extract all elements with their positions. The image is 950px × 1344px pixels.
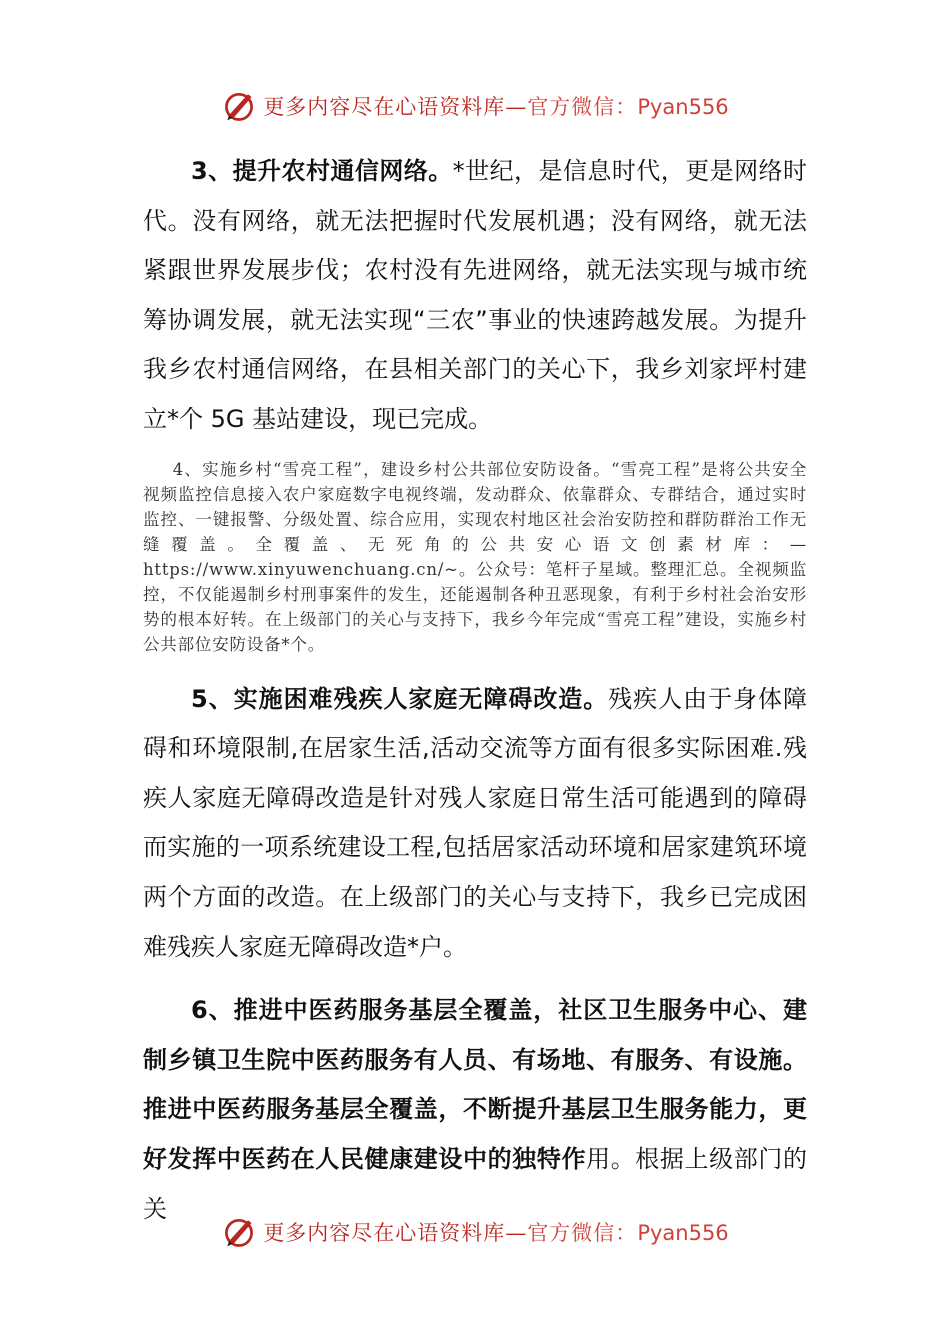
section-6-body: 用。根据上级部门的关 bbox=[143, 1144, 808, 1223]
banner-text: 更多内容尽在心语资料库—官方微信：Pyan556 bbox=[263, 1221, 729, 1245]
section-3-body: *世纪，是信息时代，更是网络时代。没有网络，就无法把握时代发展机遇；没有网络，就无法紧跟世界发展步伐；农村没有先进网络，就无法实现与城市统筹协调发展，就无法实现“三农”事业的快速跨越发展。为提升我乡农村通信网络，在县相关部门的关心下，我乡刘家坪村建立*个 5G 基站建设，现已完成。 bbox=[143, 157, 807, 433]
header-banner bbox=[0, 82, 950, 130]
section-3-heading: 3、提升农村通信网络。 bbox=[191, 157, 453, 185]
section-3 bbox=[143, 147, 807, 445]
pen-circle-logo-icon bbox=[221, 88, 257, 124]
section-6 bbox=[143, 986, 807, 1234]
banner-text: 更多内容尽在心语资料库—官方微信：Pyan556 bbox=[263, 95, 729, 119]
section-6-heading: 6、推进中医药服务基层全覆盖，社区卫生服务中心、建制乡镇卫生院中医药服务有人员、有场地、有服务、有设施。推进中医药服务基层全覆盖，不断提升基层卫生服务能力，更好发挥中医药在人民健康建设中的独特作 bbox=[143, 996, 807, 1173]
footer-banner bbox=[0, 1208, 950, 1256]
section-4: 4、实施乡村“雪亮工程”，建设乡村公共部位安防设备。“雪亮工程”是将公共安全视频监控信息接入农户家庭数字电视终端，发动群众、依靠群众、专群结合，通过实时监控、一键报警、分级处置、综合应用，实现农村地区社会治安防控和群防群治工作无缝覆盖。全覆盖、无死角的公共安心语文创素材库：—https://www.xinyuwenchuang.cn/~。公众号：笔杆子星域。整理汇总。全视频监控，不仅能遏制乡村刑事案件的发生，还能遏制各种丑恶现象，有利于乡村社会治安形势的根本好转。在上级部门的关心与支持下，我乡今年完成“雪亮工程”建设，实施乡村公共部位安防设备*个。 bbox=[143, 459, 807, 654]
section-5-body: 残疾人由于身体障碍和环境限制,在居家生活,活动交流等方面有很多实际困难.残疾人家庭无障碍改造是针对残人家庭日常生活可能遇到的障碍而实施的一项系统建设工程,包括居家活动环境和居家建筑环境两个方面的改造。在上级部门的关心与支持下，我乡已完成困难残疾人家庭无障碍改造*户。 bbox=[143, 684, 807, 961]
document-body bbox=[143, 147, 807, 1234]
section-5 bbox=[143, 675, 807, 973]
section-5-heading: 5、实施困难残疾人家庭无障碍改造。 bbox=[191, 684, 609, 713]
pen-circle-logo-icon bbox=[221, 1214, 257, 1250]
